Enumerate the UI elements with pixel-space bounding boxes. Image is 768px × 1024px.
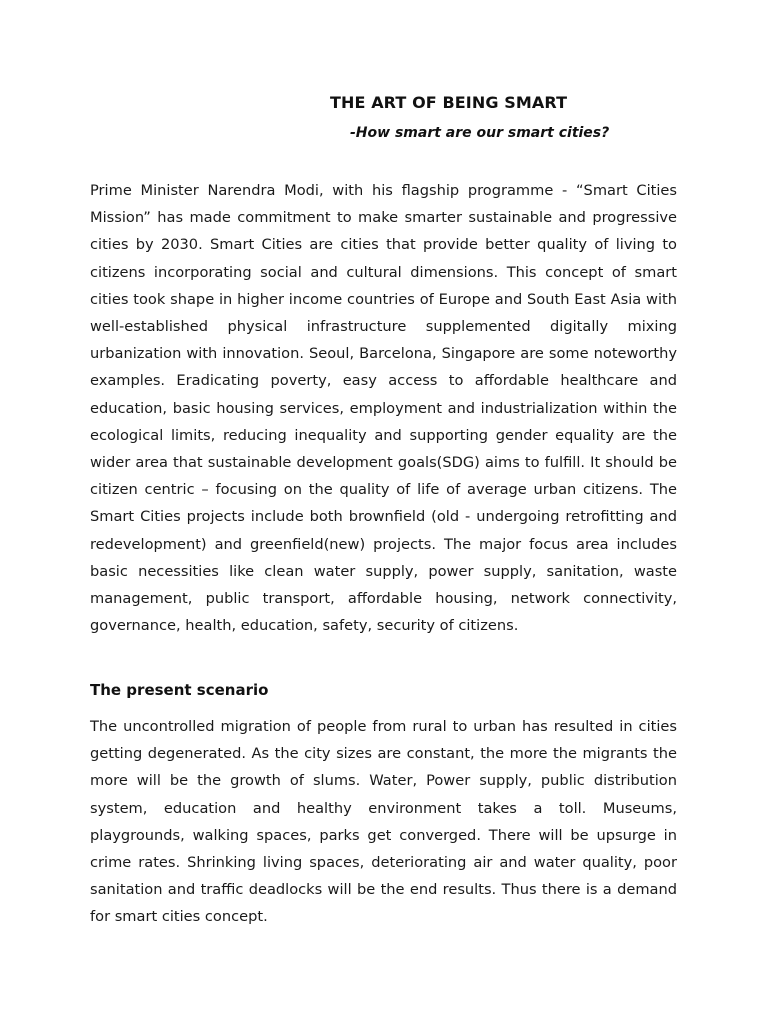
- page-subtitle: -How smart are our smart cities?: [350, 125, 610, 141]
- body-paragraph-present-scenario: The uncontrolled migration of people from rural to urban has resulted in cities getting degenerated. As the city sizes are constant, the more the migrants the more will be the growth of slums. Water, Power supply, public distribution system, education and healthy environment takes a toll. Museums, playgrounds, walking spaces, parks get converged. There will be upsurge in crime rates. Shrinking living spaces, deteriorating air and water quality, poor sanitation and traffic deadlocks will be the end results. Thus there is a demand for smart cities concept.: [90, 718, 677, 926]
- page-title: THE ART OF BEING SMART: [330, 93, 568, 112]
- body-paragraph-intro: Prime Minister Narendra Modi, with his flagship programme - “Smart Cities Mission” has made commitment to make smarter sustainable and progressive cities by 2030. Smart Cities are cities that provide better quality of living to citizens incorporating social and cultural dimensions. This concept of smart cities took shape in higher income countries of Europe and South East Asia with well-established physical infrastructure supplemented digitally mixing urbanization with innovation. Seoul, Barcelona, Singapore are some noteworthy examples. Eradicating poverty, easy access to affordable healthcare and education, basic housing services, employment and industrialization within the ecological limits, reducing inequality and supporting gender equality are the wider area that sustainable development goals(SDG) aims to fulfill. It should be citizen centric – focusing on the quality of life of average urban citizens. The Smart Cities projects include both brownfield (old - undergoing retrofitting and redevelopment) and greenfield(new) projects. The major focus area includes basic necessities like clean water supply, power supply, sanitation, waste management, public transport, affordable housing, network connectivity, governance, health, education, safety, security of citizens.: [90, 182, 677, 635]
- section-heading-present-scenario: The present scenario: [90, 681, 269, 699]
